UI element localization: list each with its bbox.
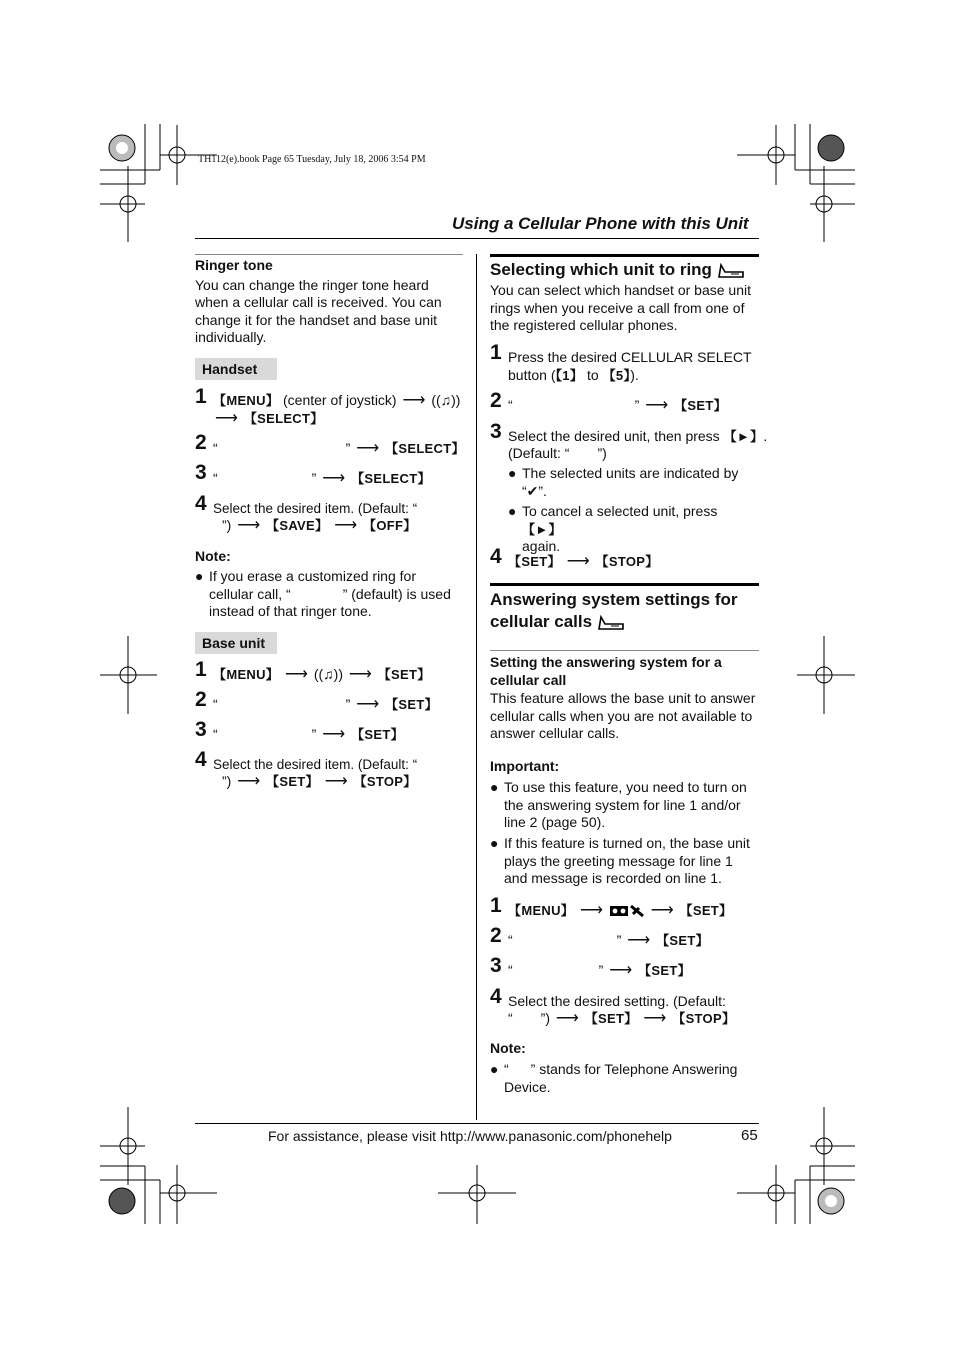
note-text: ” stands for Telephone Answering <box>530 1061 738 1077</box>
quote: ”) <box>540 1010 550 1026</box>
answering-subtitle: Setting the answering system for a <box>490 654 722 670</box>
step-text: Select the desired item. (Default: “ <box>213 757 418 772</box>
step-number: 4 <box>490 985 502 1008</box>
select-step-3: 3 Select the desired unit, then press 【►】. (Default: “ ”) <box>490 420 768 461</box>
important-bullet: ● If this feature is turned on, the base unit plays the greeting message for line 1 and message is recorded on line 1. <box>490 835 760 888</box>
bullet-text: and message is recorded on line 1. <box>504 870 722 886</box>
bullet-text: The selected units are indicated by <box>522 465 739 481</box>
page-number: 65 <box>741 1127 758 1144</box>
key-5: 5 <box>615 368 624 383</box>
note-bullet: ● If you erase a customized ring for cellular call, “ ” (default) is used instead of that ringer tone. <box>195 568 465 621</box>
note-text: ” (default) is used <box>342 585 451 602</box>
note-label: Note: <box>490 1040 526 1056</box>
select-step-1: 1 Press the desired CELLULAR SELECT button (【1】 to 【5】). <box>490 341 752 383</box>
quote: ” <box>311 726 317 742</box>
answering-text: This feature allows the base unit to answer <box>490 690 756 706</box>
step-number: 1 <box>490 341 502 364</box>
intro-text: You can select which handset or base unit <box>490 282 751 298</box>
quote: “ <box>508 397 513 413</box>
handset-step-3: 3 “ ” ⟶ 【SELECT】 <box>195 461 431 487</box>
right-top-rule <box>490 254 759 257</box>
stop-key: STOP <box>685 1011 722 1026</box>
quote: “ <box>508 1010 513 1026</box>
set-key: SET <box>651 963 678 978</box>
step-text: Press the desired CELLULAR SELECT <box>508 349 752 365</box>
quote: “ <box>508 932 513 948</box>
step-text: ”) <box>597 445 607 461</box>
base-unit-icon <box>717 263 745 279</box>
quote: ”) <box>222 773 232 789</box>
quote: ” <box>345 696 351 712</box>
select-key: SELECT <box>257 411 311 426</box>
ringer-section <box>195 257 465 347</box>
step-number: 1 <box>490 894 502 917</box>
answering-step-2: 2 “ ” ⟶ 【SET】 <box>490 924 709 949</box>
set-key: SET <box>398 697 425 712</box>
note-label: Note: <box>195 548 231 564</box>
ringer-text: when a cellular call is received. You can <box>195 294 442 310</box>
stop-key: STOP <box>366 774 404 789</box>
bullet-text: To use this feature, you need to turn on <box>504 779 747 795</box>
intro-text: the registered cellular phones. <box>490 317 678 333</box>
handset-step-4: 4 Select the desired item. (Default: “ ”) ⟶ 【SAVE】 ⟶ 【OFF】 <box>195 492 418 534</box>
select-step-4: 4 【SET】 ⟶ 【STOP】 <box>490 545 659 570</box>
ringer-text: You can change the ringer tone heard <box>195 276 429 293</box>
quote: “ <box>508 962 513 978</box>
note-text: “ <box>504 1061 509 1077</box>
step-number: 3 <box>490 420 502 443</box>
set-key: SET <box>687 398 714 413</box>
quote: ”) <box>222 517 232 533</box>
step-text: (center of joystick) <box>283 392 397 408</box>
answering-step-1: 1 【MENU】 ⟶ ⟶ 【SET】 <box>490 894 733 919</box>
answering-step-3: 3 “ ” ⟶ 【SET】 <box>490 954 691 979</box>
quote: ” <box>634 397 640 413</box>
quote: “ <box>213 696 218 712</box>
quote: “ <box>213 440 218 456</box>
step-text: button ( <box>508 367 556 383</box>
step-number: 4 <box>195 748 207 771</box>
bullet-text: line 2 (page 50). <box>504 814 606 830</box>
select-bullet: ● To cancel a selected unit, press 【►】 again. <box>508 503 758 556</box>
answering-text: answer cellular calls. <box>490 725 620 741</box>
base-step-1: 1 【MENU】 ⟶ ((♫)) ⟶ 【SET】 <box>195 658 431 683</box>
off-key: OFF <box>376 518 404 533</box>
ringer-icon: ((♫)) <box>313 666 343 682</box>
step-number: 2 <box>195 431 207 454</box>
menu-key: MENU <box>226 393 266 408</box>
quote: ” <box>616 932 622 948</box>
bullet-text: again. <box>522 538 561 554</box>
step-text: (Default: “ <box>508 445 570 461</box>
answering-sub <box>490 654 760 743</box>
base-unit-icon <box>597 615 625 631</box>
select-ring-title <box>490 259 745 281</box>
menu-key: MENU <box>521 903 561 918</box>
answering-sub-rule <box>490 650 759 651</box>
step-number: 2 <box>195 688 207 711</box>
intro-text: rings when you receive a call from one of <box>490 299 745 316</box>
set-key: SET <box>279 774 306 789</box>
footer-assist: For assistance, please visit http://www.panasonic.com/phonehelp <box>268 1128 672 1144</box>
note-text: instead of that ringer tone. <box>209 603 372 619</box>
step-text: Select the desired unit, then press <box>508 428 720 444</box>
set-key: SET <box>598 1011 625 1026</box>
select-ring-title-text: Selecting which unit to ring <box>490 260 712 279</box>
set-key: SET <box>669 933 696 948</box>
answering-text: cellular calls when you are not available to <box>490 707 753 724</box>
set-key: SET <box>391 667 418 682</box>
set-key: SET <box>692 903 720 918</box>
menu-key: MENU <box>226 667 266 682</box>
select-step-2: 2 “ ” ⟶ 【SET】 <box>490 389 727 414</box>
important-bullet: ● To use this feature, you need to turn on the answering system for line 1 and/or line 2 (page 50). <box>490 779 760 832</box>
ringer-icon: ((♫)) <box>431 392 461 408</box>
header-rule <box>195 238 759 239</box>
answering-subtitle: cellular call <box>490 671 567 688</box>
note-text: Device. <box>504 1078 551 1095</box>
base-step-2: 2 “ ” ⟶ 【SET】 <box>195 688 438 713</box>
set-key: SET <box>521 554 548 569</box>
bullet-text: “✔”. <box>522 482 547 499</box>
save-key: SAVE <box>279 518 315 533</box>
base-step-3: 3 “ ” ⟶ 【SET】 <box>195 718 404 743</box>
base-step-4: 4 Select the desired item. (Default: “ ”) ⟶ 【SET】 ⟶ 【STOP】 <box>195 748 418 790</box>
quote: ” <box>598 962 604 978</box>
step-number: 1 <box>195 658 207 681</box>
answering-title <box>490 589 760 633</box>
step-number: 3 <box>490 954 502 977</box>
step-text: Select the desired setting. (Default: <box>508 993 726 1009</box>
answering-machine-icon <box>609 904 645 918</box>
base-unit-label: Base unit <box>195 632 277 654</box>
step-text: to <box>587 367 599 383</box>
answering-title-text: Answering system settings for <box>490 590 738 609</box>
right-arrow-key: ► <box>535 521 549 537</box>
select-key: SELECT <box>398 441 452 456</box>
section-header: Using a Cellular Phone with this Unit <box>452 214 749 233</box>
step-number: 2 <box>490 389 502 412</box>
step-text: Select the desired item. (Default: “ <box>213 501 418 516</box>
select-bullet: ● The selected units are indicated by “✔”. <box>508 465 758 500</box>
note-text: cellular call, “ <box>209 585 291 602</box>
select-key: SELECT <box>364 471 418 486</box>
handset-label: Handset <box>195 358 277 380</box>
ringer-title: Ringer tone <box>195 257 273 273</box>
print-stamp: TH112(e).book Page 65 Tuesday, July 18, 2006 3:54 PM <box>198 154 426 165</box>
right-arrow-key: ► <box>736 429 751 444</box>
step-text: ). <box>630 367 639 383</box>
column-divider <box>476 254 477 1120</box>
step-number: 1 <box>195 385 207 408</box>
bullet-text: plays the greeting message for line 1 <box>504 852 733 869</box>
select-ring-intro <box>490 282 760 335</box>
quote: “ <box>213 726 218 742</box>
step-number: 3 <box>195 718 207 741</box>
footer-rule <box>195 1123 759 1124</box>
bullet-text: the answering system for line 1 and/or <box>504 796 741 813</box>
note-bullet: ● “ ” stands for Telephone Answering Device. <box>490 1061 760 1096</box>
answering-title-text: cellular calls <box>490 612 593 631</box>
handset-step-2: 2 “ ” ⟶ 【SELECT】 <box>195 431 465 457</box>
stop-key: STOP <box>608 554 646 569</box>
step-number: 4 <box>490 545 502 568</box>
quote: “ <box>213 470 218 486</box>
bullet-text: To cancel a selected unit, press <box>522 503 718 519</box>
step-number: 3 <box>195 461 207 484</box>
left-top-rule <box>195 254 463 255</box>
handset-step-1: 1 【MENU】 (center of joystick) ⟶ ((♫)) ⟶ 【SELECT】 <box>195 385 461 427</box>
note-text: If you erase a customized ring for <box>209 568 416 584</box>
step-number: 4 <box>195 492 207 515</box>
set-key: SET <box>364 727 391 742</box>
important-label: Important: <box>490 758 560 774</box>
step-number: 2 <box>490 924 502 947</box>
bullet-text: If this feature is turned on, the base unit <box>504 835 750 851</box>
ringer-text: individually. <box>195 329 267 345</box>
answering-step-4: 4 Select the desired setting. (Default: “ ”) ⟶ 【SET】 ⟶ 【STOP】 <box>490 985 736 1027</box>
answering-top-rule <box>490 583 759 586</box>
ringer-text: change it for the handset and base unit <box>195 311 438 328</box>
quote: ” <box>345 440 351 456</box>
key-1: 1 <box>562 368 570 383</box>
quote: ” <box>311 470 317 486</box>
